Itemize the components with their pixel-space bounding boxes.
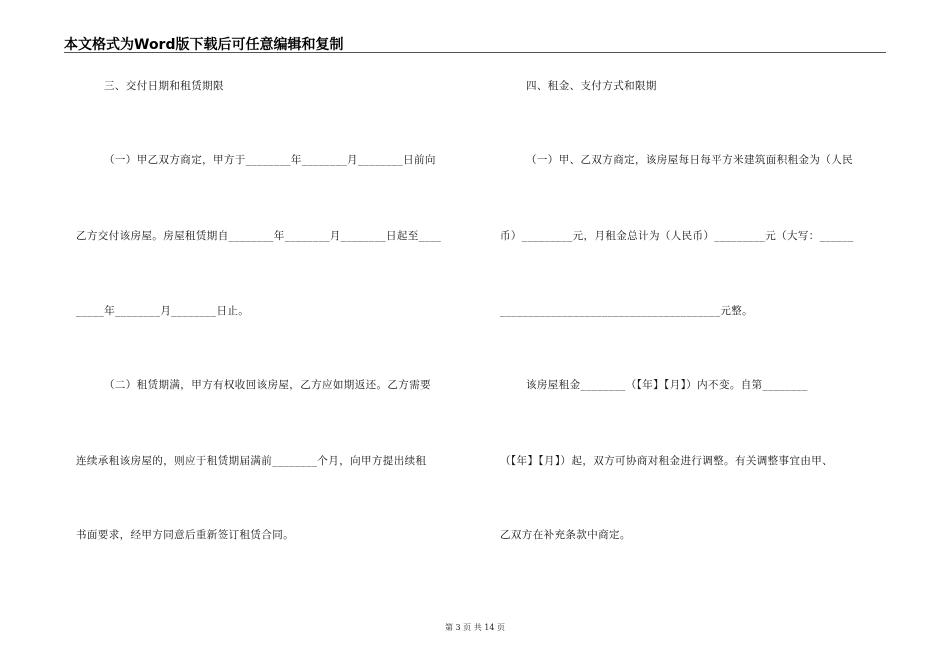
right-paragraph-line: （一）甲、乙双方商定，该房屋每日每平方米建筑面积租金为（人民 [526,154,853,166]
right-paragraph-line: 币）_________元，月租金总计为（人民币）_________元（大写：______ [500,230,854,242]
document-header-title: 本文格式为Word版下载后可任意编辑和复制 [64,37,344,53]
page-number-footer: 第 3 页 共 14 页 [445,623,505,632]
left-paragraph-line: （二）租赁期满，甲方有权收回该房屋，乙方应如期返还。乙方需要 [104,379,431,391]
left-paragraph-line: _____年________月________日止。 [76,305,250,317]
left-paragraph-line: （一）甲乙双方商定，甲方于________年________月________日前向 [104,154,436,166]
right-section-heading: 四、租金、支付方式和限期 [526,80,657,92]
right-paragraph-line: 该房屋租金________（【年】【月】）内不变。自第________ [526,379,808,391]
header-divider [64,52,886,53]
left-paragraph-line: 连续承租该房屋的，则应于租赁期届满前________个月，向甲方提出续租 [76,455,427,467]
right-paragraph-line: （【年】【月】）起，双方可协商对租金进行调整。有关调整事宜由甲、 [500,455,834,467]
right-paragraph-line: 乙双方在补充条款中商定。 [500,529,631,541]
right-paragraph-line: _______________________________________元整。 [500,305,754,317]
left-paragraph-line: 乙方交付该房屋。房屋租赁期自________年________月________日起至____ [76,230,442,242]
left-paragraph-line: 书面要求，经甲方同意后重新签订租赁合同。 [76,529,294,541]
left-section-heading: 三、交付日期和租赁期限 [104,80,224,92]
